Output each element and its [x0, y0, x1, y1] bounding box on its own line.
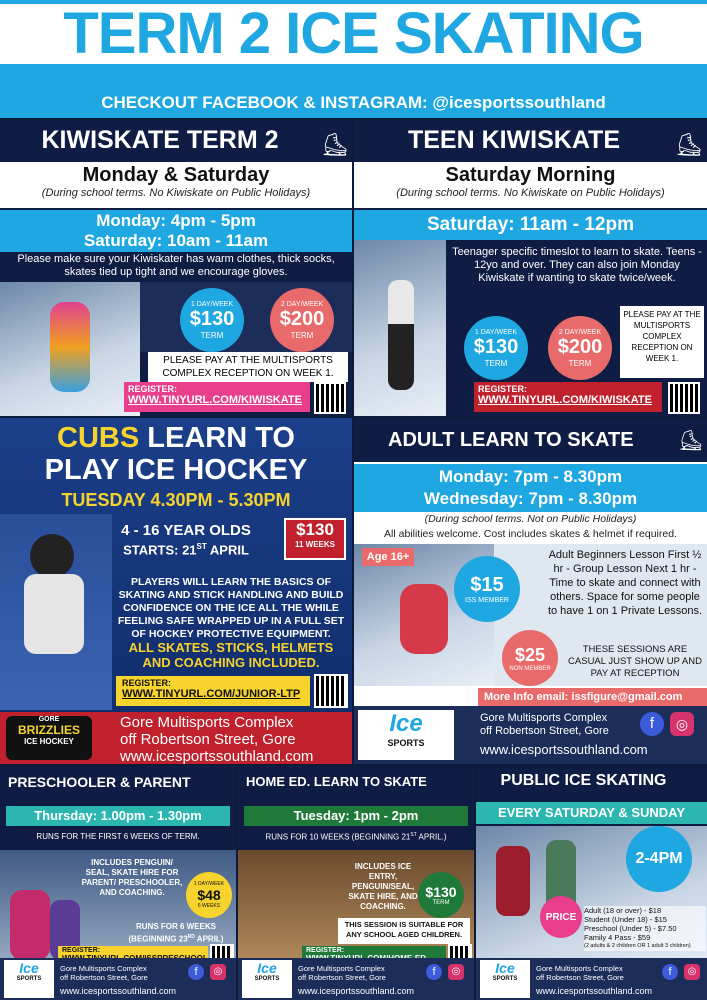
footer-site[interactable]: www.icesportssouthland.com — [298, 986, 415, 996]
adult-venue: Gore Multisports Complex — [480, 712, 608, 724]
teen-note: (During school terms. No Kiwiskate on Public Holidays) — [396, 187, 665, 199]
preschool-title: PRESCHOOLER & PARENT — [8, 774, 191, 790]
page-title: TERM 2 ICE SKATING — [0, 4, 707, 64]
adult-age-badge: Age 16+ — [362, 548, 414, 566]
preschool-runs2: RUNS FOR 6 WEEKS (BEGINNING 23RD APRIL) — [128, 922, 224, 944]
homeed-register-link[interactable]: REGISTER: — [302, 946, 446, 968]
kiwiskate-panel — [0, 120, 352, 416]
footer-venue: Gore Multisports Complex — [536, 964, 623, 973]
kiwiskate-register-link[interactable]: REGISTER: WWW.TINYURL.COM/KIWISKATE — [124, 382, 310, 412]
teen-photo — [354, 240, 446, 416]
preschool-price: 1 DAY/WEEK $48 6 WEEKS — [186, 872, 232, 918]
social-banner: CHECKOUT FACEBOOK & INSTAGRAM: @icesportssouthland — [0, 88, 707, 118]
adult-panel — [354, 418, 707, 764]
public-title: PUBLIC ICE SKATING — [500, 772, 667, 789]
cubs-title-line1: CUBS LEARN TO — [57, 422, 295, 454]
instagram-icon[interactable]: ◎ — [210, 964, 226, 980]
cubs-venue: Gore Multisports Complex — [120, 714, 294, 731]
preschool-time: Thursday: 1.00pm - 1.30pm — [6, 806, 230, 826]
footer-site[interactable]: www.icesportssouthland.com — [60, 986, 177, 996]
homeed-title: HOME ED. LEARN TO SKATE — [246, 774, 427, 789]
ice-sports-logo: Ice SPORTS — [4, 960, 54, 998]
kiwiskate-time-saturday: Saturday: 10am - 11am — [83, 231, 269, 250]
cubs-time: TUESDAY 4.30PM - 5.30PM — [61, 490, 291, 510]
cubs-photo — [0, 514, 112, 710]
kiwiskate-pay: PLEASE PAY AT THE MULTISPORTS COMPLEX RECEPTION ON WEEK 1. — [148, 352, 348, 382]
adult-info-email[interactable]: More Info email: issfigure@gmail.com — [478, 688, 707, 706]
skate-icon: ⛸ — [321, 132, 349, 157]
kiwiskate-photo — [0, 282, 140, 416]
teen-pay: PLEASE PAY AT THE MULTISPORTS COMPLEX RECEPTION ON WEEK 1. — [620, 306, 704, 378]
footer-venue: Gore Multisports Complex — [298, 964, 385, 973]
homeed-suitable: THIS SESSION IS SUITABLE FOR ANY SCHOOL AGED CHILDREN. — [338, 918, 470, 944]
cubs-price-badge: $130 11 WEEKS — [284, 518, 346, 560]
teen-title: TEEN KIWISKATE — [407, 126, 621, 154]
teen-days: Saturday Morning — [445, 164, 616, 186]
brizzlies-logo: GORE BRIZZLIES ICE HOCKEY — [6, 716, 92, 760]
kiwiskate-note: (During school terms. No Kiwiskate on Public Holidays) — [41, 187, 311, 199]
ice-sports-logo: Ice SPORTS — [242, 960, 292, 998]
footer-row — [0, 958, 707, 1000]
adult-note2: All abilities welcome. Cost includes skates & helmet if required. — [384, 528, 677, 540]
footer-street: off Robertson Street, Gore — [536, 973, 624, 982]
cubs-title-line2: PLAY ICE HOCKEY — [44, 454, 308, 486]
homeed-desc: INCLUDES ICE ENTRY, PENGUIN/SEAL, SKATE HIRE, AND COACHING. — [348, 862, 418, 911]
preschool-register-link[interactable]: REGISTER: — [58, 946, 208, 968]
qr-code — [668, 382, 700, 414]
teen-register-link[interactable]: REGISTER: WWW.TINYURL.COM/KIWISKATE — [474, 382, 662, 412]
adult-desc: Adult Beginners Lesson First ½ hr - Group Lesson Next 1 hr - Time to skate and connect with others. Space for some people to have 1 on 1 Private Lessons. — [547, 549, 703, 617]
instagram-icon[interactable]: ◎ — [448, 964, 464, 980]
teen-time: Saturday: 11am - 12pm — [354, 210, 707, 240]
public-price-label: PRICE — [540, 896, 582, 938]
adult-note: (During school terms. Not on Public Holidays) — [424, 513, 637, 525]
facebook-icon[interactable]: f — [426, 964, 442, 980]
cubs-ages: 4 - 16 YEAR OLDS — [121, 522, 251, 539]
preschool-desc: INCLUDES PENGUIN/ SEAL, SKATE HIRE FOR PARENT/ PRESCHOOLER, AND COACHING. — [81, 858, 183, 897]
instagram-icon[interactable]: ◎ — [684, 964, 700, 980]
kiwiskate-price-1day: 1 DAY/WEEK $130 TERM — [180, 288, 244, 352]
teen-desc: Teenager specific timeslot to learn to skate. Teens - 12yo and over. They can also join Monday Kiwiskate if wanting to skate twice/week. — [452, 246, 702, 284]
kiwiskate-price-2day: 2 DAY/WEEK $200 TERM — [270, 288, 334, 352]
qr-code — [314, 382, 346, 414]
teen-price-1day: 1 DAY/WEEK $130 TERM — [464, 316, 528, 380]
preschool-runs: RUNS FOR THE FIRST 6 WEEKS OF TERM. — [36, 832, 200, 841]
adult-price-member: $15 ISS MEMBER — [454, 556, 520, 622]
footer-street: off Robertson Street, Gore — [60, 973, 148, 982]
adult-time-wednesday: Wednesday: 7pm - 8.30pm — [423, 489, 638, 508]
cubs-register-link[interactable]: REGISTER: WWW.TINYURL.COM/JUNIOR-LTP — [116, 676, 310, 706]
cubs-street: off Robertson Street, Gore — [120, 731, 296, 748]
public-prices: Adult (18 or over) - $18 Student (Under 18) - $15 Preschool (Under 5) - $7.50 Family 4 Pass - $59 (2 adults & 2 children OR 1 adult 3 children) — [584, 906, 706, 951]
facebook-icon[interactable]: f — [640, 712, 664, 736]
footer-site[interactable]: www.icesportssouthland.com — [536, 986, 653, 996]
qr-code — [314, 674, 348, 708]
adult-price-nonmember: $25 NON MEMBER — [502, 630, 558, 686]
ice-sports-logo: Ice SPORTS — [358, 710, 454, 760]
preschool-photo — [10, 890, 50, 960]
skate-icon: ⛸ — [678, 430, 704, 452]
skate-icon: ⛸ — [675, 132, 703, 157]
cubs-site[interactable]: www.icesportssouthland.com — [120, 748, 314, 764]
kiwiskate-desc: Please make sure your Kiwiskater has warm clothes, thick socks, skates tied up tight and we encourage gloves. — [17, 253, 335, 278]
adult-casual: THESE SESSIONS ARE CASUAL JUST SHOW UP AND PAY AT RECEPTION — [568, 644, 702, 679]
kiwiskate-title: KIWISKATE TERM 2 — [41, 126, 279, 154]
cubs-desc: PLAYERS WILL LEARN THE BASICS OF SKATING AND STICK HANDLING AND BUILD CONFIDENCE ON THE ICE ALL THE WHILE FEELING SAFE WRAPPED UP IN A FULL SET OF HOCKEY PROTECTIVE EQUIPMENT. — [117, 576, 345, 640]
homeed-time: Tuesday: 1pm - 2pm — [244, 806, 468, 826]
adult-time-monday: Monday: 7pm - 8.30pm — [438, 467, 623, 486]
public-days: EVERY SATURDAY & SUNDAY — [476, 802, 707, 824]
adult-title: ADULT LEARN TO SKATE — [354, 418, 707, 462]
header — [0, 0, 707, 88]
kiwiskate-time-monday: Monday: 4pm - 5pm — [96, 211, 256, 230]
cubs-panel — [0, 418, 352, 764]
homeed-runs: RUNS FOR 10 WEEKS (BEGINNING 21ST APRIL.) — [265, 832, 447, 842]
kiwiskate-days: Monday & Saturday — [82, 164, 270, 186]
cubs-starts: STARTS: 21ST APRIL — [123, 542, 249, 558]
facebook-icon[interactable]: f — [188, 964, 204, 980]
adult-site[interactable]: www.icesportssouthland.com — [480, 742, 648, 757]
footer-street: off Robertson Street, Gore — [298, 973, 386, 982]
homeed-price: $130 TERM — [418, 872, 464, 918]
cubs-included: ALL SKATES, STICKS, HELMETS AND COACHING INCLUDED. — [128, 640, 334, 670]
teen-price-2day: 2 DAY/WEEK $200 TERM — [548, 316, 612, 380]
instagram-icon[interactable]: ◎ — [670, 712, 694, 736]
facebook-icon[interactable]: f — [662, 964, 678, 980]
public-time: 2-4PM — [626, 826, 692, 892]
footer-venue: Gore Multisports Complex — [60, 964, 147, 973]
adult-street: off Robertson Street, Gore — [480, 725, 609, 737]
ice-sports-logo: Ice SPORTS — [480, 960, 530, 998]
teen-panel — [354, 120, 707, 416]
